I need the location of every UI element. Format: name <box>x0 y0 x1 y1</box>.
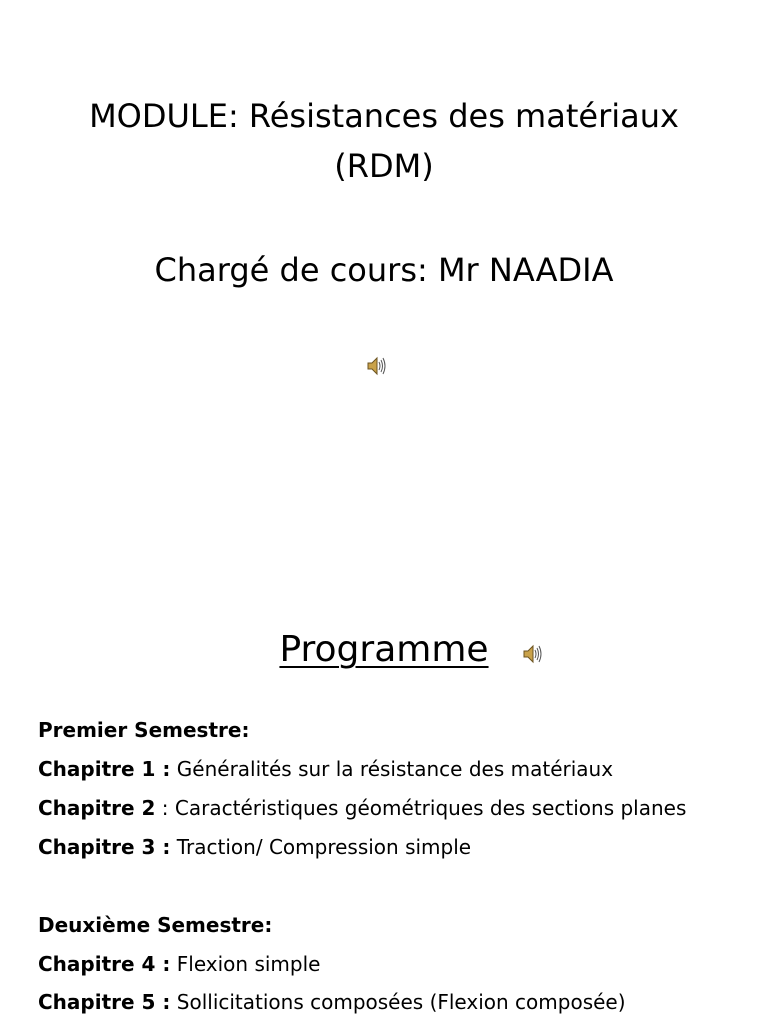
semester2-heading: Deuxième Semestre: <box>38 913 273 937</box>
chapter-label: Chapitre 2 <box>38 796 156 820</box>
module-abbreviation: (RDM) <box>334 147 434 185</box>
chapter-4-line <box>38 951 320 977</box>
chapter-2-line <box>38 795 686 821</box>
chapter-text: Traction/ Compression simple <box>170 835 472 859</box>
speaker-icon[interactable] <box>366 355 388 377</box>
speaker-icon[interactable] <box>522 643 544 665</box>
chapter-text: Sollicitations composées (Flexion composée) <box>170 990 626 1014</box>
semester1-heading: Premier Semestre: <box>38 718 250 742</box>
programme-title: Programme <box>279 629 489 670</box>
slide-title-section <box>0 0 768 440</box>
chapter-text: Généralités sur la résistance des matériaux <box>170 757 614 781</box>
lecturer-name: Chargé de cours: Mr NAADIA <box>154 251 614 289</box>
chapter-label: Chapitre 1 : <box>38 757 171 781</box>
module-title: MODULE: Résistances des matériaux <box>89 97 679 135</box>
chapter-3-line <box>38 834 471 860</box>
chapter-1-line <box>38 756 613 782</box>
chapter-5-line <box>38 989 626 1015</box>
chapter-label: Chapitre 5 : <box>38 990 171 1014</box>
chapter-text: : Caractéristiques géométriques des sections planes <box>155 796 687 820</box>
chapter-label: Chapitre 3 : <box>38 835 171 859</box>
chapter-text: Flexion simple <box>170 952 321 976</box>
chapter-label: Chapitre 4 : <box>38 952 171 976</box>
